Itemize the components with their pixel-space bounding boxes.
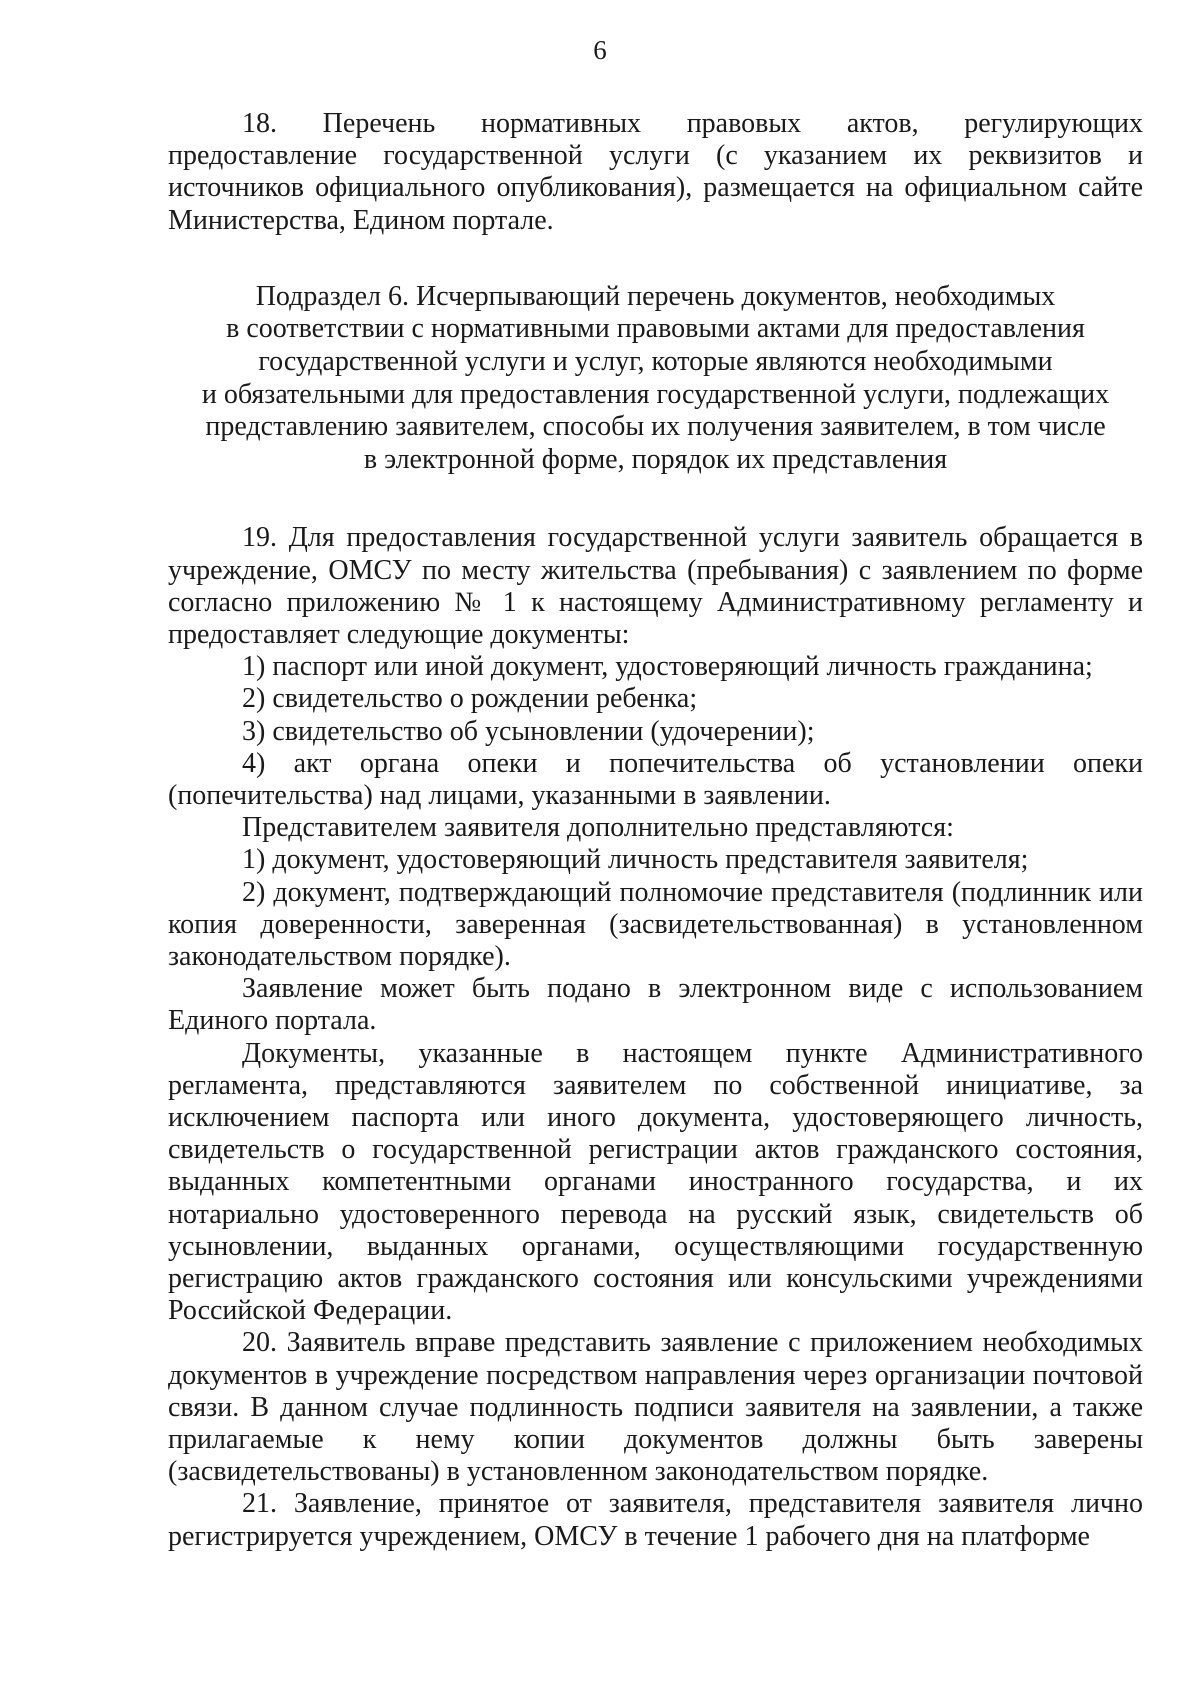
document-list-item: 2) свидетельство о рождении ребенка; <box>242 683 698 715</box>
page-number: 6 <box>593 35 607 65</box>
documents-note-paragraph: Документы, указанные в настоящем пункте Административного регламента, представляются заявителем по собственной инициативе, за исключением паспорта или иного документа, удостоверяющего личность, свидетельств о государственной регистрации актов гражданского состояния, выданных компетентными органами иностранного государства, и их нотариально удостоверенного перевода на русский язык, свидетельств об усыновлении, выданных органами, осуществляющими государственную регистрацию актов гражданского состояния или консульскими учреждениями Российской Федерации. <box>168 1037 1143 1327</box>
heading-line: и обязательными для предоставления государственной услуги, подлежащих <box>201 378 1110 410</box>
document-list-item: 3) свидетельство об усыновлении (удочерении); <box>242 715 815 747</box>
representative-list-item: 2) документ, подтверждающий полномочие представителя (подлинник или копия доверенности, заверенная (засвидетельствованная) в установленном законодательством порядке). <box>168 876 1143 973</box>
paragraph-19-intro: 19. Для предоставления государственной услуги заявитель обращается в учреждение, ОМСУ по месту жительства (пребывания) с заявлением по форме согласно приложению № 1 к настоящему Административному регламенту и предоставляет следующие документы: <box>168 522 1143 650</box>
paragraph-21: 21. Заявление, принятое от заявителя, представителя заявителя лично регистрируется учреждением, ОМСУ в течение 1 рабочего дня на платформе <box>168 1488 1143 1552</box>
heading-line: в электронной форме, порядок их представления <box>363 443 948 475</box>
document-body <box>168 108 1143 1553</box>
representative-intro: Представителем заявителя дополнительно представляются: <box>242 812 954 844</box>
heading-line: в соответствии с нормативными правовыми актами для предоставления <box>226 313 1085 345</box>
electronic-submission-paragraph: Заявление может быть подано в электронном виде с использованием Единого портала. <box>168 973 1143 1037</box>
heading-line: представлению заявителем, способы их получения заявителем, в том числе <box>205 411 1106 443</box>
heading-line: государственной услуги и услуг, которые являются необходимыми <box>258 346 1053 377</box>
paragraph-18: 18. Перечень нормативных правовых актов, регулирующих предоставление государственной услуги (с указанием их реквизитов и источников официального опубликования), размещается на официальном сайте Министерства, Едином портале. <box>168 108 1143 236</box>
paragraph-20: 20. Заявитель вправе представить заявление с приложением необходимых документов в учреждение посредством направления через организации почтовой связи. В данном случае подлинность подписи заявителя на заявлении, а также прилагаемые к нему копии документов должны быть заверены (засвидетельствованы) в установленном законодательством порядке. <box>168 1327 1143 1488</box>
document-list-item: 1) паспорт или иной документ, удостоверяющий личность гражданина; <box>242 651 1093 683</box>
heading-line: Подраздел 6. Исчерпывающий перечень документов, необходимых <box>255 280 1056 312</box>
document-list-item: 4) акт органа опеки и попечительства об установлении опеки (попечительства) над лицами, указанными в заявлении. <box>168 747 1143 811</box>
subsection-heading <box>168 281 1143 477</box>
representative-list-item: 1) документ, удостоверяющий личность представителя заявителя; <box>242 844 1029 876</box>
